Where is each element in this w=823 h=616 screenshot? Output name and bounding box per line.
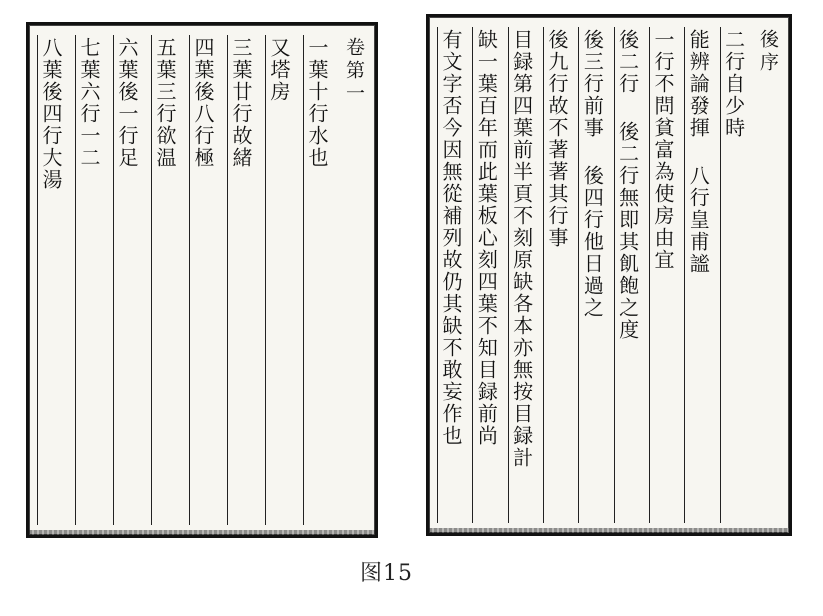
right-page-header: 後序 xyxy=(756,29,779,75)
right-column-2: 能辨論發揮 八行皇甫謐 xyxy=(684,27,711,523)
left-column-2: 又塔房 xyxy=(265,35,292,525)
right-column-1: 二行自少時 xyxy=(720,27,747,523)
left-column-3: 三葉廿行故緒 xyxy=(227,35,254,525)
right-column-7: 目録第四葉前半頁不刻原缺各本亦無按目録計 xyxy=(508,27,535,523)
left-book-page xyxy=(26,22,378,538)
right-page-bottom-edge xyxy=(429,528,789,533)
left-column-7: 七葉六行一二 xyxy=(75,35,102,525)
right-page-columns xyxy=(437,27,781,523)
left-page-header: 卷第一 xyxy=(343,37,365,106)
left-column-5: 五葉三行欲温 xyxy=(151,35,178,525)
right-column-6: 後九行故不著著其行事 xyxy=(543,27,570,523)
left-column-1: 一葉十行水也 xyxy=(303,35,330,525)
right-column-9: 有文字否今因無從補列故仍其缺不敢妄作也 xyxy=(437,27,464,523)
right-book-page xyxy=(426,14,792,536)
right-column-3: 一行不問貧富為使房由宜 xyxy=(649,27,676,523)
right-column-4: 後二行 後二行無即其飢飽之度 xyxy=(614,27,641,523)
right-column-8: 缺一葉百年而此葉板心刻四葉不知目録前尚 xyxy=(472,27,499,523)
right-column-5: 後三行前事 後四行他日過之 xyxy=(578,27,605,523)
left-column-4: 四葉後八行極 xyxy=(189,35,216,525)
left-column-8: 八葉後四行大湯 xyxy=(37,35,64,525)
left-page-bottom-edge xyxy=(29,530,375,535)
left-page-columns xyxy=(37,35,367,525)
left-column-6: 六葉後一行足 xyxy=(113,35,140,525)
figure-caption: 图15 xyxy=(360,561,413,586)
